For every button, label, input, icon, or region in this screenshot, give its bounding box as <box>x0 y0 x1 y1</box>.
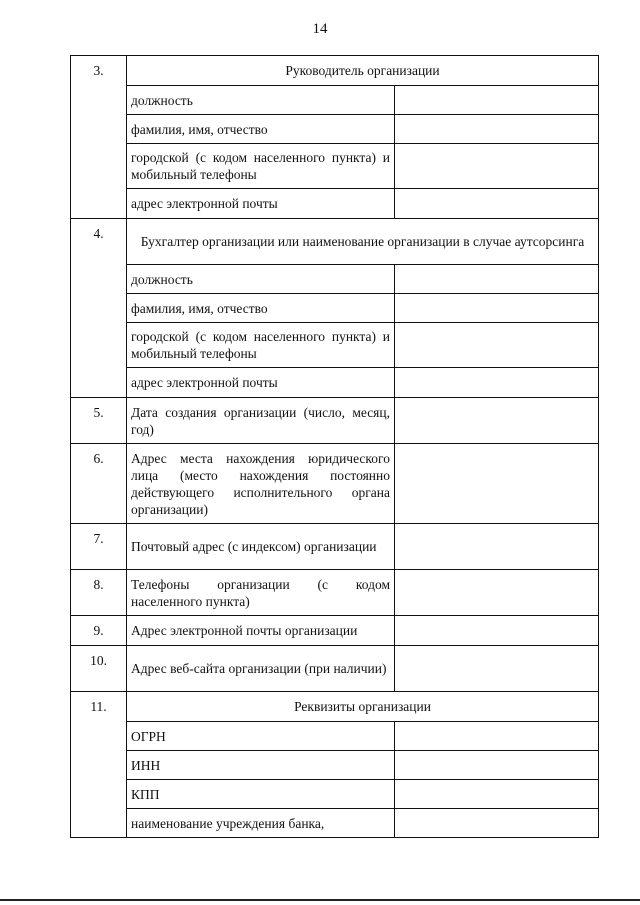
section-6-row <box>71 444 599 524</box>
field-label: Адрес места нахождения юридического лица (место нахождения постоянно действующего исполнительного органа организации) <box>127 444 395 524</box>
section-number: 8. <box>71 570 127 616</box>
value-cell[interactable] <box>395 751 599 780</box>
section-number: 3. <box>71 56 127 219</box>
table-row <box>71 144 599 189</box>
section-5-row <box>71 398 599 444</box>
section-8-row <box>71 570 599 616</box>
value-cell[interactable] <box>395 780 599 809</box>
section-number: 4. <box>71 219 127 398</box>
table-row <box>71 265 599 294</box>
table-row <box>71 722 599 751</box>
field-label: Дата создания организации (число, месяц, год) <box>127 398 395 444</box>
table-row <box>71 115 599 144</box>
section-number: 7. <box>71 524 127 570</box>
section-number: 10. <box>71 646 127 692</box>
section-number: 6. <box>71 444 127 524</box>
value-cell[interactable] <box>395 722 599 751</box>
section-9-row <box>71 616 599 646</box>
value-cell[interactable] <box>395 398 599 444</box>
table-row <box>71 368 599 398</box>
value-cell[interactable] <box>395 265 599 294</box>
value-cell[interactable] <box>395 616 599 646</box>
table-row <box>71 780 599 809</box>
table-row <box>71 323 599 368</box>
table-row <box>71 86 599 115</box>
section-10-row <box>71 646 599 692</box>
value-cell[interactable] <box>395 368 599 398</box>
section-4-header-row <box>71 219 599 265</box>
value-cell[interactable] <box>395 189 599 219</box>
section-title: Руководитель организации <box>127 56 599 86</box>
table-row <box>71 189 599 219</box>
section-number: 9. <box>71 616 127 646</box>
field-label: Телефоны организации (с кодом населенного пункта) <box>127 570 395 616</box>
page-number: 14 <box>312 21 328 37</box>
field-label: городской (с кодом населенного пункта) и мобильный телефоны <box>127 144 395 189</box>
value-cell[interactable] <box>395 323 599 368</box>
section-title: Реквизиты организации <box>127 692 599 722</box>
value-cell[interactable] <box>395 444 599 524</box>
organization-info-table <box>70 55 599 838</box>
field-label: Адрес веб-сайта организации (при наличии) <box>127 646 395 692</box>
field-label: должность <box>127 86 395 115</box>
field-label: должность <box>127 265 395 294</box>
value-cell[interactable] <box>395 144 599 189</box>
section-title: Бухгалтер организации или наименование организации в случае аутсорсинга <box>127 219 599 265</box>
section-11-header-row <box>71 692 599 722</box>
field-label: фамилия, имя, отчество <box>127 294 395 323</box>
field-label: ОГРН <box>127 722 395 751</box>
section-7-row <box>71 524 599 570</box>
value-cell[interactable] <box>395 809 599 838</box>
bottom-rule <box>0 899 640 901</box>
table-row <box>71 809 599 838</box>
field-label: адрес электронной почты <box>127 368 395 398</box>
field-label: наименование учреждения банка, <box>127 809 395 838</box>
value-cell[interactable] <box>395 646 599 692</box>
table-row <box>71 751 599 780</box>
value-cell[interactable] <box>395 570 599 616</box>
section-number: 11. <box>71 692 127 838</box>
value-cell[interactable] <box>395 294 599 323</box>
field-label: фамилия, имя, отчество <box>127 115 395 144</box>
section-number: 5. <box>71 398 127 444</box>
field-label: Почтовый адрес (с индексом) организации <box>127 524 395 570</box>
field-label: КПП <box>127 780 395 809</box>
field-label: городской (с кодом населенного пункта) и мобильный телефоны <box>127 323 395 368</box>
value-cell[interactable] <box>395 115 599 144</box>
value-cell[interactable] <box>395 524 599 570</box>
section-3-header-row <box>71 56 599 86</box>
field-label: Адрес электронной почты организации <box>127 616 395 646</box>
field-label: ИНН <box>127 751 395 780</box>
field-label: адрес электронной почты <box>127 189 395 219</box>
value-cell[interactable] <box>395 86 599 115</box>
table-row <box>71 294 599 323</box>
